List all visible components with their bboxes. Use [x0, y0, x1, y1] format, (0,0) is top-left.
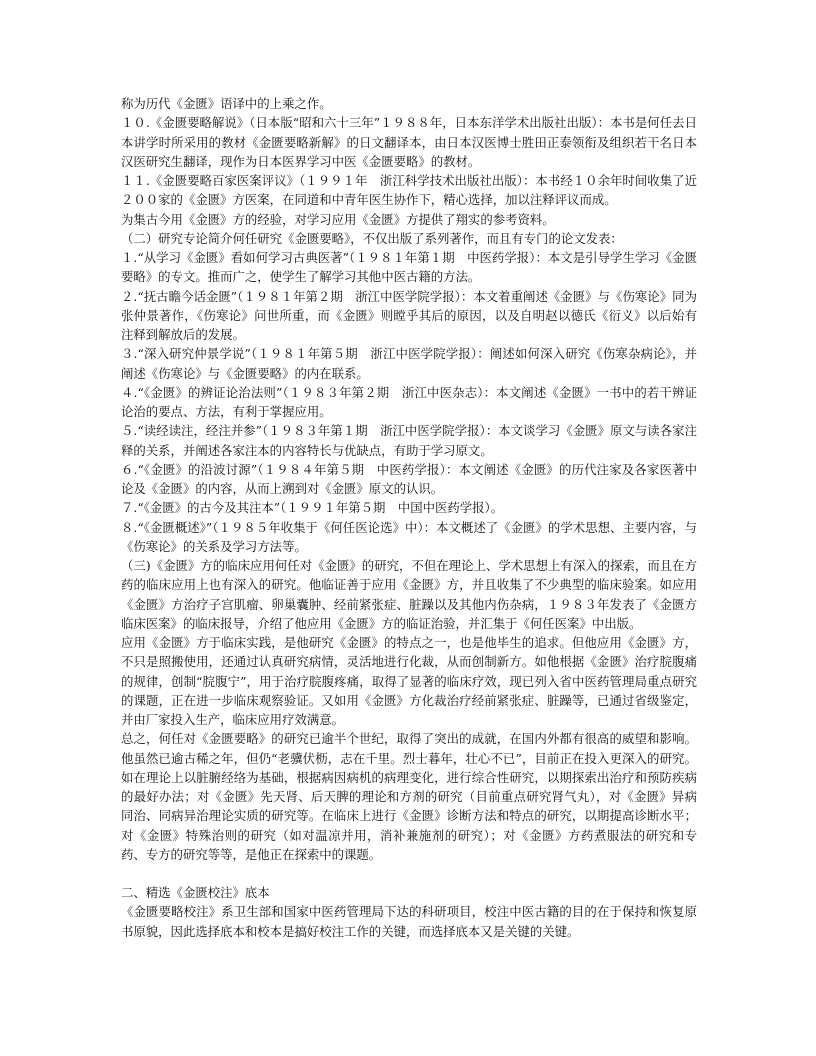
paragraph-clinical-practice: 应用《金匮》方于临床实践，是他研究《金匮》的特点之一，也是他毕生的追求。但他应用《金匮》方，不只是照搬使用，还通过认真研究病情，灵活地进行化裁，从而创制新方。如他根据《金匮》治疗脘腹痛的规律，创制“脘腹宁”，用于治疗脘腹疼痛，取得了显著的临床疗效，现已列入省中医药管理局重点研究的课题，正在进一步临床观察验证。又如用《金匮》方化裁治疗经前紧张症、脏躁等，已通过省级鉴定，并由厂家投入生产，临床应用疗效满意。 [121, 635, 697, 727]
document-page [121, 94, 697, 941]
paragraph-conclusion: 总之，何任对《金匮要略》的研究已逾半个世纪，取得了突出的成就，在国内外都有很高的威望和影响。他虽然已逾古稀之年，但仍“老骥伏枥，志在千里。烈士暮年，壮心不已”，目前正在投入更深入的研究。如在理论上以脏腑经络为基础，根据病因病机的病理变化，进行综合性研究，以期探索出治疗和预防疾病的最好办法；对《金匮》先天肾、后天脾的理论和方剂的研究（目前重点研究肾气丸），对《金匮》异病同治、同病异治理论实质的研究等。在临床上进行《金匮》诊断方法和特点的研究，以期提高诊断水平；对《金匮》特殊治则的研究（如对温凉并用，消补兼施剂的研究）；对《金匮》方药煮服法的研究和专药、专方的研究等等，是他正在探索中的课题。 [121, 731, 697, 862]
paragraph-spacer [121, 864, 697, 883]
paragraph-paper-8: ８.“《金匮概述》”（１９８５年收集于《何任医论选》中）：本文概述了《金匮》的学术思想、主要内容，与《伤寒论》的关系及学习方法等。 [121, 519, 697, 554]
paragraph-paper-3: ３.“深入研究仲景学说”（１９８１年第５期 浙江中医学院学报）：阐述如何深入研究《伤寒杂病论》，并阐述《伤寒论》与《金匮要略》的内在联系。 [121, 346, 697, 381]
paragraph-paper-4: ４.“《金匮》的辨证论治法则”（１９８３年第２期 浙江中医杂志）：本文阐述《金匮》一书中的若干辨证论治的要点、方法，有利于掌握应用。 [121, 384, 697, 419]
paragraph-paper-1: １.“从学习《金匮》看如何学习古典医著”（１９８１年第１期 中医药学报）：本文是引导学生学习《金匮要略》的专文。推而广之，使学生了解学习其他中医古籍的方法。 [121, 250, 697, 285]
paragraph-paper-6: ６.“《金匮》的沿波讨源”（１９８４年第５期 中医药学报）：本文阐述《金匮》的历代注家及各家医著中论及《金匮》的内容，从而上溯到对《金匮》原文的认识。 [121, 461, 697, 496]
paragraph-item-11: １１.《金匮要略百家医案评议》（１９９１年 浙江科学技术出版社出版）：本书经１０余年时间收集了近２００家的《金匮》方医案，在同道和中青年医生协作下，精心选择，加以注释评议而成。 [121, 173, 697, 208]
paragraph-section-3: （三)《金匮》方的临床应用何任对《金匮》的研究，不但在理论上、学术思想上有深入的探索，而且在方药的临床应用上也有深入的研究。他临证善于应用《金匮》方，并且收集了不少典型的临床验案。如应用《金匮》方治疗子宫肌瘤、卵巢囊肿、经前紧张症、脏躁以及其他内伤杂病，１９８３年发表了《金匮方临床医案》的临床报导，介绍了他应用《金匮》方的临证治验，并汇集于《何任医案》中出版。 [121, 558, 697, 631]
paragraph-paper-7: ７.“《金匮》的古今及其注本”（１９９１年第５期 中国中医药学报）。 [121, 500, 504, 516]
section-body: 《金匮要略校注》系卫生部和国家中医药管理局下达的科研项目，校注中医古籍的目的在于保持和恢复原书原貌，因此选择底本和校本是搞好校注工作的关键，而选择底本又是关键的关键。 [121, 904, 697, 939]
paragraph-section-2: （二）研究专论简介何任研究《金匮要略》，不仅出版了系列著作，而且有专门的论文发表： [121, 230, 623, 246]
paragraph-paper-5: ５.“读经读注，经注并参”（１９８３年第１期 浙江中医学院学报）：本文谈学习《金匮》原文与读各家注释的关系，并阐述各家注本的内容特长与优缺点，有助于学习原文。 [121, 423, 697, 458]
paragraph-paper-2: ２.“抚古瞻今话金匮”（１９８１年第２期 浙江中医学院学报）：本文着重阐述《金匮》与《伤寒论》同为张仲景著作，《伤寒论》问世所重，而《金匮》则瞠乎其后的原因，以及自明赵以德氏《衍义》以后始有注释到解放后的发展。 [121, 288, 697, 342]
section-heading: 二、精选《金匮校注》底本 [121, 885, 270, 900]
paragraph-summary: 为集古今用《金匮》方的经验，对学习应用《金匮》方提供了翔实的参考资料。 [121, 211, 555, 227]
paragraph-item-10: １０.《金匮要略解说》（日本版“昭和六十三年”１９８８年，日本东洋学术出版社出版）：本书是何任去日本讲学时所采用的教材《金匮要略新解》的日文翻译本，由日本汉医博士胜田正泰领衔及组织若干名日本汉医研究生翻译，现作为日本医界学习中医《金匮要略》的教材。 [121, 115, 697, 169]
paragraph-continuation: 称为历代《金匮》语译中的上乘之作。 [121, 96, 332, 111]
